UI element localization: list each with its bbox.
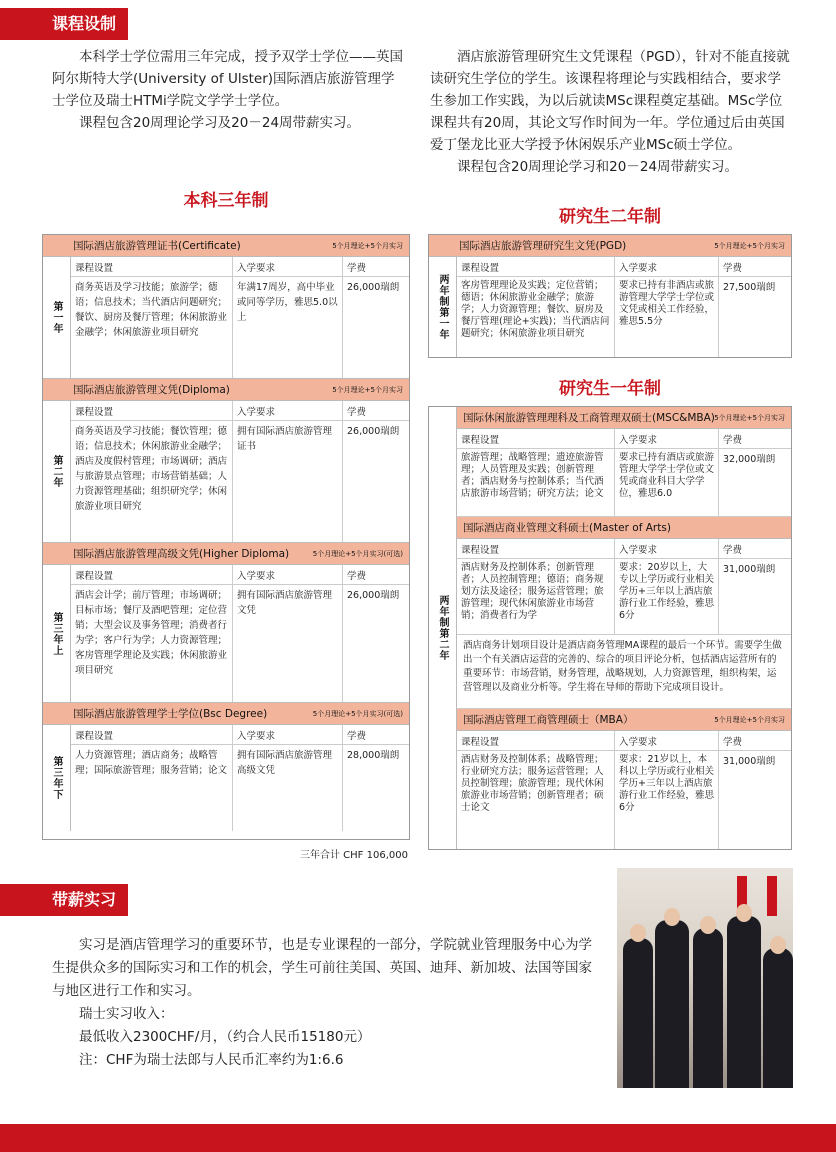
internship-text — [52, 934, 600, 1072]
col-course: 课程设置 — [71, 401, 233, 420]
entry-req: 要求：21岁以上，本科以上学历或行业相关学历+三年以上酒店旅游行业工作经验，雅思6分 — [615, 751, 719, 849]
program-title: 国际酒店商业管理文科硕士(Master of Arts) — [463, 522, 671, 534]
program-note: 5个月理论+5个月实习 — [332, 242, 403, 250]
program-note: 5个月理论+5个月实习(可选) — [312, 710, 403, 718]
program-header-msc — [457, 407, 791, 429]
col-course: 课程设置 — [71, 725, 233, 744]
pgd-table — [428, 234, 792, 358]
intro-left-p1: 本科学士学位需用三年完成，授予双学士学位——英国阿尔斯特大学(University of Ulster)国际酒店旅游管理学士学位及瑞士HTMi学院文学学士学位。 — [52, 49, 403, 109]
course-list: 商务英语及学习技能；旅游学；德语；信息技术；当代酒店问题研究；餐饮、厨房及餐厅管理；休闲旅游业金融学；休闲旅游业项目研究 — [71, 277, 233, 378]
footer-bar — [0, 1124, 836, 1152]
photo-person-head — [630, 924, 646, 942]
program-note: 5个月理论+5个月实习 — [714, 242, 785, 250]
students-photo — [617, 868, 793, 1088]
col-course: 课程设置 — [71, 565, 233, 584]
year-label: 第三年下 — [43, 725, 71, 831]
course-list: 客房管理理论及实践；定位营销；德语；休闲旅游业金融学；旅游学；人力资源管理；餐饮、厨房及餐厅管理(理论+实践)；当代酒店问题研究；休闲旅游业项目研究 — [457, 277, 615, 357]
program-body-certificate — [43, 257, 409, 379]
year-label: 两年制第二年 — [429, 407, 457, 849]
program-title: 国际休闲旅游管理理科及工商管理双硕士(MSC&MBA) — [463, 412, 715, 424]
internship-p1: 实习是酒店管理学习的重要环节，也是专业课程的一部分，学院就业管理服务中心为学生提供众多的国际实习和工作的机会，学生可前往美国、英国、迪拜、新加坡、法国等国家与地区进行工作和实习。 — [52, 937, 592, 999]
program-header-ma — [457, 517, 791, 539]
program-title: 国际酒店旅游管理证书(Certificate) — [73, 240, 241, 252]
program-note: 5个月理论+5个月实习 — [714, 716, 785, 724]
program-note: 5个月理论+5个月实习 — [332, 386, 403, 394]
section-tag-curriculum — [0, 8, 128, 40]
col-course: 课程设置 — [71, 257, 233, 276]
internship-p2: 瑞士实习收入： — [79, 1006, 174, 1022]
col-fee: 学费 — [347, 407, 367, 418]
heading-master-two-year: 研究生二年制 — [559, 207, 661, 227]
year-label: 第二年 — [43, 401, 71, 542]
photo-person-head — [736, 904, 752, 922]
program-body-pgd — [429, 257, 791, 357]
col-entry: 入学要求 — [615, 539, 719, 558]
intro-right — [430, 46, 790, 178]
intro-right-p1: 酒店旅游管理研究生文凭课程（PGD），针对不能直接就读研究生学位的学生。该课程将理论与实践相结合，要求学生参加工作实践，为以后就读MSc课程奠定基础。MSc学位课程共有20周，其论文写作时间为一年。学位通过后由英国爱丁堡龙比亚大学授予休闲娱乐产业MSc硕士学位。 — [430, 49, 790, 153]
program-body-bsc — [43, 725, 409, 831]
entry-req: 要求已持有非酒店或旅游管理大学学士学位或文凭或相关工作经验，雅思5.5分 — [615, 277, 719, 357]
entry-req: 拥有国际酒店旅游管理高级文凭 — [233, 745, 343, 831]
photo-person-head — [664, 908, 680, 926]
section-tag-internship — [0, 884, 128, 916]
course-list: 人力资源管理；酒店商务；战略管理；国际旅游管理；服务营销；论文 — [71, 745, 233, 831]
program-note: 5个月理论+5个月实习 — [714, 414, 785, 422]
fee-value: 26,000瑞朗 — [347, 426, 400, 437]
col-entry: 入学要求 — [233, 257, 343, 276]
col-entry: 入学要求 — [233, 725, 343, 744]
col-fee: 学费 — [347, 731, 367, 742]
col-entry: 入学要求 — [615, 429, 719, 448]
photo-flag — [767, 876, 777, 916]
entry-req: 要求已持有酒店或旅游管理大学学士学位或文凭或商业科目大学学位，雅思6.0 — [615, 449, 719, 516]
program-title: 国际酒店旅游管理研究生文凭(PGD) — [459, 240, 627, 252]
col-entry: 入学要求 — [233, 565, 343, 584]
fee-value: 26,000瑞朗 — [347, 282, 400, 293]
program-title: 国际酒店管理工商管理硕士（MBA） — [463, 714, 634, 726]
bachelor-total: 三年合计 CHF 106,000 — [300, 850, 408, 861]
col-fee: 学费 — [723, 737, 743, 748]
col-course: 课程设置 — [457, 257, 615, 276]
master-table — [428, 406, 792, 850]
photo-person — [727, 916, 761, 1088]
col-fee: 学费 — [347, 571, 367, 582]
fee-value: 31,000瑞朗 — [723, 564, 776, 575]
program-title: 国际酒店旅游管理学士学位(Bsc Degree) — [73, 708, 268, 720]
photo-person — [655, 920, 689, 1088]
program-header-bsc — [43, 703, 409, 725]
intro-left-p2: 课程包含20周理论学习及20－24周带薪实习。 — [79, 115, 361, 131]
col-fee: 学费 — [723, 263, 743, 274]
col-entry: 入学要求 — [233, 401, 343, 420]
entry-req: 年满17周岁，高中毕业或同等学历，雅思5.0以上 — [233, 277, 343, 378]
photo-person — [623, 938, 653, 1088]
col-course: 课程设置 — [457, 429, 615, 448]
section-tag-label: 课程设制 — [52, 14, 117, 33]
internship-p3: 最低收入2300CHF/月，（约合人民币15180元） — [79, 1029, 371, 1045]
col-entry: 入学要求 — [615, 731, 719, 750]
fee-value: 26,000瑞朗 — [347, 590, 400, 601]
bachelor-table — [42, 234, 410, 840]
year-label: 两年制第一年 — [429, 257, 457, 357]
program-header-certificate — [43, 235, 409, 257]
course-list: 酒店财务及控制体系；战略管理；行业研究方法；服务运营管理；人员控制管理；旅游管理；现代休闲旅游业市场营销；创新管理者；硕士论文 — [457, 751, 615, 849]
entry-req: 拥有国际酒店旅游管理文凭 — [233, 585, 343, 702]
program-body-higher-diploma — [43, 565, 409, 703]
intro-right-p2: 课程包含20周理论学习和20－24周带薪实习。 — [457, 159, 739, 175]
photo-person-head — [700, 916, 716, 934]
year-label: 第一年 — [43, 257, 71, 378]
photo-person-head — [770, 936, 786, 954]
fee-value: 28,000瑞朗 — [347, 750, 400, 761]
program-title: 国际酒店旅游管理高级文凭(Higher Diploma) — [73, 548, 290, 560]
fee-value: 27,500瑞朗 — [723, 282, 776, 293]
col-fee: 学费 — [723, 435, 743, 446]
col-course: 课程设置 — [457, 731, 615, 750]
program-header-diploma — [43, 379, 409, 401]
ma-description: 酒店商务计划项目设计是酒店商务管理MA课程的最后一个环节。需要学生做出一个有关酒店运营的完善的、综合的项目评论分析，包括酒店运营所有的重要环节：市场营销，财务管理，战略规划，人力资源管理，组织构架，运营管理以及商业分析等。学生将在导师的帮助下完成项目设计。 — [457, 635, 791, 709]
photo-person — [763, 948, 793, 1088]
col-fee: 学费 — [347, 263, 367, 274]
heading-master-one-year: 研究生一年制 — [559, 379, 661, 399]
photo-person — [693, 928, 723, 1088]
course-list: 酒店财务及控制体系；创新管理者；人员控制管理；德语；商务规划方法及途径；服务运营管理；旅游管理；现代休闲旅游业市场营销；消费者行为学 — [457, 559, 615, 634]
course-list: 旅游管理；战略管理；遗迹旅游管理；人员管理及实践；创新管理者；酒店财务与控制体系；当代酒店旅游市场营销；研究方法；论文 — [457, 449, 615, 516]
heading-bachelor: 本科三年制 — [183, 191, 269, 211]
fee-value: 32,000瑞朗 — [723, 454, 776, 465]
program-body-diploma — [43, 401, 409, 543]
program-title: 国际酒店旅游管理文凭(Diploma) — [73, 384, 230, 396]
year-label: 第三年上 — [43, 565, 71, 702]
program-header-pgd — [429, 235, 791, 257]
col-course: 课程设置 — [457, 539, 615, 558]
internship-p4: 注：CHF为瑞士法郎与人民币汇率约为1:6.6 — [79, 1052, 344, 1068]
course-list: 商务英语及学习技能；餐饮管理；德语；信息技术；休闲旅游业金融学；酒店及度假村管理；市场调研；酒店与旅游景点管理；市场营销基础；人力资源管理基础；组织研究学；休闲旅游业项目研究 — [71, 421, 233, 542]
section-tag-label: 带薪实习 — [52, 890, 117, 909]
intro-left — [52, 46, 406, 134]
fee-value: 31,000瑞朗 — [723, 756, 776, 767]
entry-req: 要求：20岁以上，大专以上学历或行业相关学历+三年以上酒店旅游行业工作经验，雅思6分 — [615, 559, 719, 634]
course-list: 酒店会计学；前厅管理；市场调研；目标市场；餐厅及酒吧管理；定位营销；大型会议及事务管理；消费者行为学；客户行为学；人力资源管理；客房管理学理论及实践；休闲旅游业项目研究 — [71, 585, 233, 702]
program-header-higher-diploma — [43, 543, 409, 565]
col-fee: 学费 — [723, 545, 743, 556]
entry-req: 拥有国际酒店旅游管理证书 — [233, 421, 343, 542]
program-note: 5个月理论+5个月实习(可选) — [312, 550, 403, 558]
program-header-mba — [457, 709, 791, 731]
col-entry: 入学要求 — [615, 257, 719, 276]
